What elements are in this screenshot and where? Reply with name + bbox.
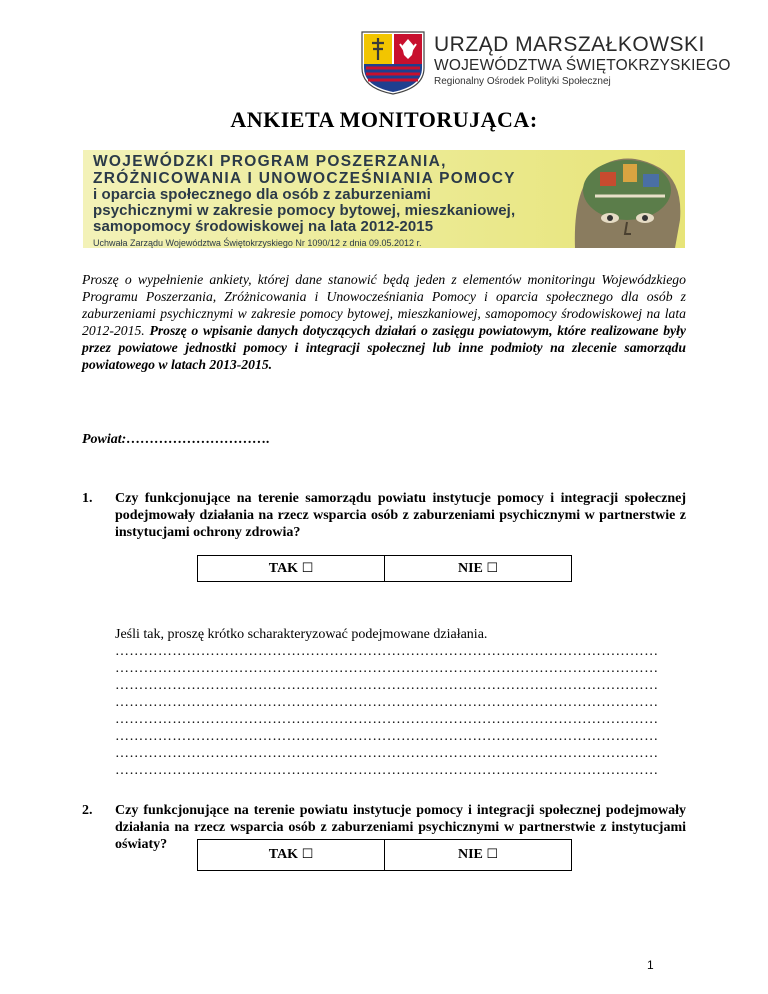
checkbox-icon[interactable]: ☐ bbox=[301, 847, 314, 862]
q2-no-option[interactable] bbox=[385, 840, 572, 871]
question-1 bbox=[82, 490, 686, 541]
intro-request: Proszę o wypełnienie ankiety, której dane stanowić będą jeden z elementów monitoringu Wojewódzkiego Programu Poszerzania, Zróżnicowania i Unowocześniania Pomocy i oparcia społecznego dla osób z zaburzeniami psychicznymi w zakresie pomocy bytowej, mieszkaniowej, samopomocy środowiskowej na lata 2012-2015. bbox=[82, 272, 686, 338]
q1-answer-table bbox=[197, 555, 572, 582]
coat-of-arms-logo bbox=[358, 30, 428, 96]
question-text: Czy funkcjonujące na terenie samorządu powiatu instytucje pomocy i integracji społecznej podejmowały działania na rzecz wsparcia osób z zaburzeniami psychicznymi w partnerstwie z instytucjami ochrony zdrowia? bbox=[115, 491, 686, 540]
question-text: Czy funkcjonujące na terenie powiatu instytucje pomocy i integracji społecznej podejmowały działania na rzecz wsparcia osób z zaburzeniami psychicznymi w partnerstwie z instytucjami oświaty? bbox=[115, 803, 686, 852]
answer-line[interactable]: …………………………………………………………………………………………………… bbox=[115, 661, 659, 676]
checkbox-icon[interactable]: ☐ bbox=[486, 560, 499, 576]
no-label: NIE bbox=[457, 560, 483, 576]
checkbox-icon[interactable]: ☐ bbox=[486, 847, 499, 862]
institution-header bbox=[434, 33, 764, 88]
question-number: 2. bbox=[82, 803, 93, 818]
q1-yes-option[interactable] bbox=[198, 556, 385, 582]
answer-line[interactable]: …………………………………………………………………………………………………… bbox=[115, 644, 659, 659]
answer-line[interactable]: …………………………………………………………………………………………………… bbox=[115, 729, 659, 744]
answer-line[interactable]: …………………………………………………………………………………………………… bbox=[115, 678, 659, 693]
q2-yes-option[interactable] bbox=[198, 840, 385, 871]
institution-name: URZĄD MARSZAŁKOWSKI bbox=[434, 33, 705, 56]
checkbox-icon[interactable]: ☐ bbox=[301, 560, 314, 576]
page-number: 1 bbox=[647, 958, 654, 972]
institution-department: Regionalny Ośrodek Polityki Społecznej bbox=[434, 76, 611, 87]
head-illustration-icon bbox=[565, 150, 685, 248]
question-number: 1. bbox=[82, 491, 93, 506]
q1-no-option[interactable] bbox=[385, 556, 572, 582]
yes-label: TAK bbox=[268, 560, 299, 576]
banner-text bbox=[93, 153, 516, 248]
banner-line-3: i oparcia społecznego dla osób z zaburzeniami bbox=[93, 186, 431, 203]
intro-instructions: Proszę o wpisanie danych dotyczących działań o zasięgu powiatowym, które realizowane były przez powiatowe jednostki pomocy i integracji społecznej lub inne podmioty na zlecenie samorządu powiatowego w latach 2013-2015. bbox=[82, 322, 687, 372]
county-field[interactable]: Powiat:…………………………. bbox=[82, 432, 270, 447]
q2-answer-table bbox=[197, 839, 572, 871]
q1-followup-prompt: Jeśli tak, proszę krótko scharakteryzować podejmowane działania. bbox=[115, 627, 488, 642]
intro-paragraph bbox=[82, 272, 686, 373]
banner-line-5: samopomocy środowiskowej na lata 2012-2015 bbox=[93, 218, 434, 235]
answer-line[interactable]: …………………………………………………………………………………………………… bbox=[115, 746, 659, 761]
document-title: ANKIETA MONITORUJĄCA: bbox=[230, 107, 538, 132]
banner-resolution: Uchwała Zarządu Województwa Świętokrzyskiego Nr 1090/12 z dnia 09.05.2012 r. bbox=[93, 238, 422, 248]
program-banner bbox=[83, 150, 685, 248]
answer-line[interactable]: …………………………………………………………………………………………………… bbox=[115, 763, 659, 778]
banner-line-4: psychicznymi w zakresie pomocy bytowej, mieszkaniowej, bbox=[93, 202, 516, 219]
no-label: NIE bbox=[457, 847, 483, 862]
yes-label: TAK bbox=[268, 847, 299, 862]
institution-region: WOJEWÓDZTWA ŚWIĘTOKRZYSKIEGO bbox=[434, 57, 731, 74]
answer-line[interactable]: …………………………………………………………………………………………………… bbox=[115, 695, 659, 710]
banner-line-1: WOJEWÓDZKI PROGRAM POSZERZANIA, bbox=[93, 153, 447, 170]
answer-line[interactable]: …………………………………………………………………………………………………… bbox=[115, 712, 659, 727]
banner-line-2: ZRÓŻNICOWANIA I UNOWOCZEŚNIANIA POMOCY bbox=[93, 170, 516, 187]
